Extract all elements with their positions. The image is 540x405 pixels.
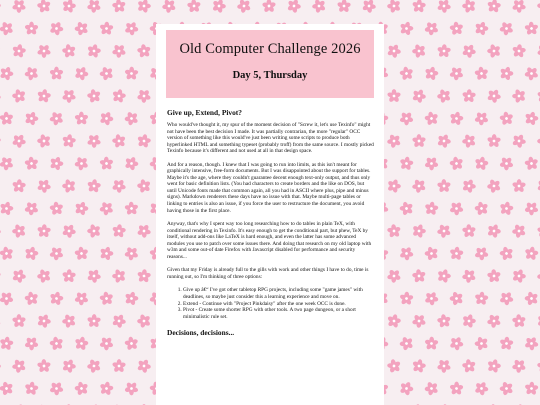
options-list xyxy=(167,287,375,320)
closing-heading: Decisions, decisions... xyxy=(167,328,235,338)
paragraph: Given that my Friday is already full to the gills with work and other things I have to do, time is running out, so I'm thinking of three options: xyxy=(167,267,369,280)
paragraph: Anyway, that's why I spent way too long researching how to do tables in plain TeX, with conditional rendering in Texinfo. It's easy enough to get the conditional part, but phew, TeX by itself, without add-ons like LaTeX is hard enough, and even the latter has some advanced modules you use to patch over some issues there. And doing that research on my old laptop with w3m and some out-of date Firefox with Javascript disabled for performance and security reasons... xyxy=(167,221,372,260)
paragraph: And for a reason, though. I knew that I was going to run into limits, as this isn't meant for graphically intensive, free-form documents. But I was disappointed about the support for tables. Maybe it's the age, where they couldn't guarantee decent enough text-only output, and thus only went for basic definition lists. (You had characters to create borders and the like on DOS, but until Unicode fonts made that common again, all you had in ASCII where plus, pipe and minus signs). Markdown renderers these days have no issue with that. Maybe multi-page tables or linking to entries is also an issue, if you force the user to restructure the document, you avoid having those in the first place. xyxy=(167,161,371,214)
site-title: Old Computer Challenge 2026 xyxy=(179,41,361,57)
article-page xyxy=(156,24,384,405)
article-body xyxy=(167,108,375,342)
day-subtitle: Day 5, Thursday xyxy=(232,70,308,81)
paragraph: Who would've thought it, my spur of the moment decision of "Screw it, let's use Texinfo" might not have been the best decision I made. It was partially contrarian, the more "regular" OCC version of something like this would've just been writing some scripts to produce both hyperlinked HTML and something typeset (probably troff) from the same source. I mostly picked Texinfo because it's different and not used at all in that design space. xyxy=(167,122,374,155)
list-item: 3. Pivot - Create some shorter RPG with other tools. A two page dungeon, or a short minimalistic rule set. xyxy=(183,307,375,320)
article-heading: Give up, Extend, Pivot? xyxy=(167,108,242,117)
title-banner xyxy=(166,30,374,98)
list-item: 2. Extend - Continue with "Project Pinkdaisy" after the one week OCC is done. xyxy=(183,301,375,308)
list-item: 1. Give up â€“ I've got other tabletop RPG projects, including some "game james" with deadlines, so maybe just consider this a learning experience and move on. xyxy=(183,287,375,300)
